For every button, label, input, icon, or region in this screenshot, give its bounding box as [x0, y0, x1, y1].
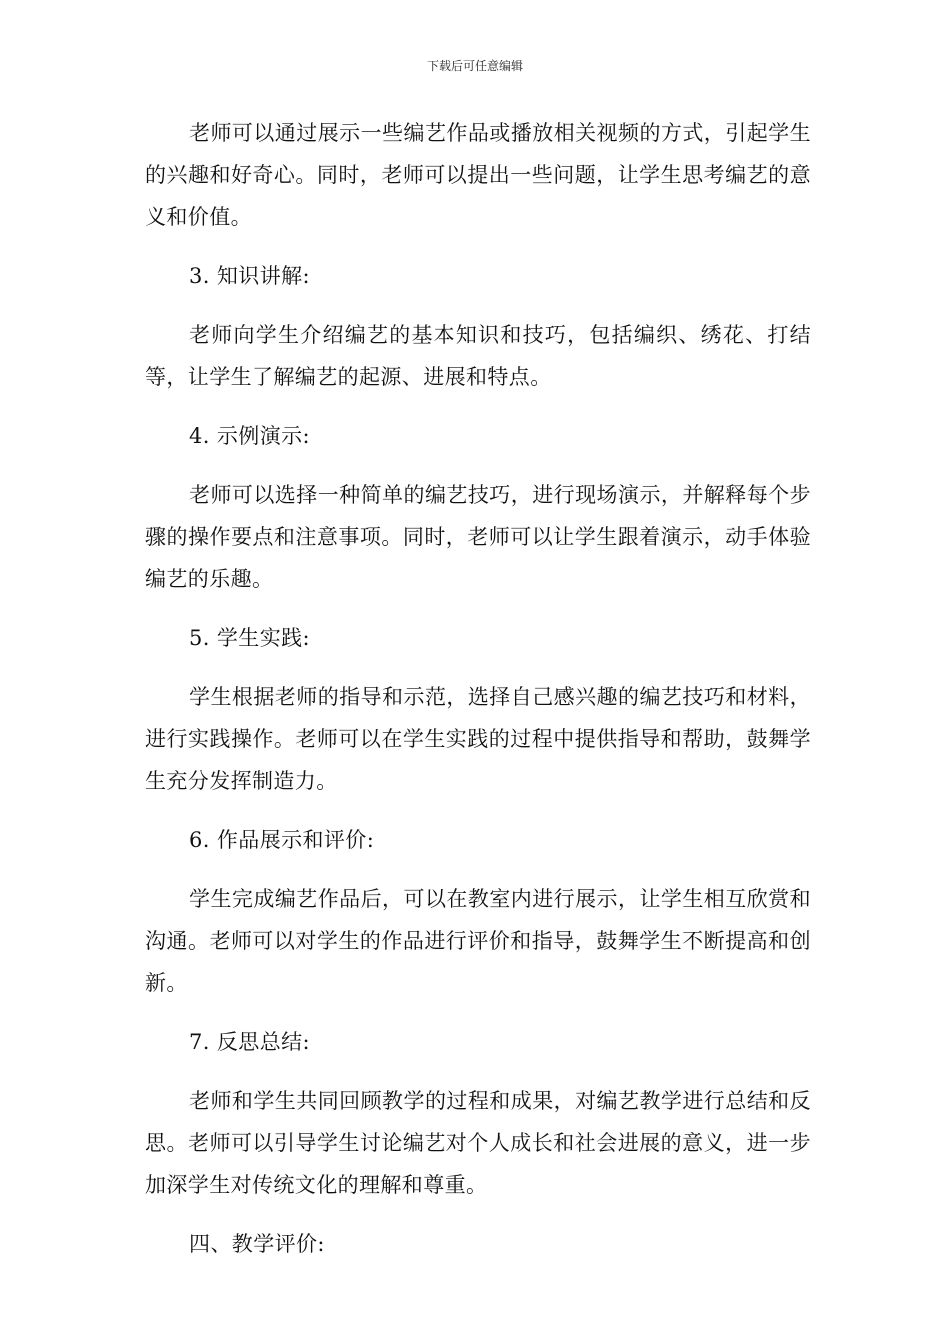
paragraph-intro: 老师可以通过展示一些编艺作品或播放相关视频的方式，引起学生的兴趣和好奇心。同时，老师可以提出一些问题，让学生思考编艺的意义和价值。 — [145, 121, 811, 229]
paragraph-demo: 老师可以选择一种简单的编艺技巧，进行现场演示，并解释每个步骤的操作要点和注意事项。同时，老师可以让学生跟着演示，动手体验编艺的乐趣。 — [145, 483, 811, 591]
document-body — [145, 112, 811, 1282]
paragraph-showcase: 学生完成编艺作品后，可以在教室内进行展示，让学生相互欣赏和沟通。老师可以对学生的作品进行评价和指导，鼓舞学生不断提高和创新。 — [145, 887, 811, 995]
paragraph-reflection: 老师和学生共同回顾教学的过程和成果，对编艺教学进行总结和反思。老师可以引导学生讨论编艺对个人成长和社会进展的意义，进一步加深学生对传统文化的理解和尊重。 — [145, 1089, 811, 1197]
paragraph-practice: 学生根据老师的指导和示范，选择自己感兴趣的编艺技巧和材料，进行实践操作。老师可以在学生实践的过程中提供指导和帮助，鼓舞学生充分发挥制造力。 — [145, 685, 811, 793]
section-heading-reflection: 7. 反思总结: — [189, 1030, 310, 1054]
section-heading-demo: 4. 示例演示: — [189, 424, 310, 448]
section-heading-practice: 5. 学生实践: — [189, 626, 310, 650]
paragraph-knowledge: 老师向学生介绍编艺的基本知识和技巧，包括编织、绣花、打结等，让学生了解编艺的起源、进展和特点。 — [145, 323, 811, 389]
page-header: 下载后可任意编辑 — [426, 59, 523, 73]
section-heading-evaluation: 四、教学评价: — [189, 1232, 325, 1256]
section-heading-showcase: 6. 作品展示和评价: — [189, 828, 375, 852]
section-heading-knowledge: 3. 知识讲解: — [189, 264, 310, 288]
